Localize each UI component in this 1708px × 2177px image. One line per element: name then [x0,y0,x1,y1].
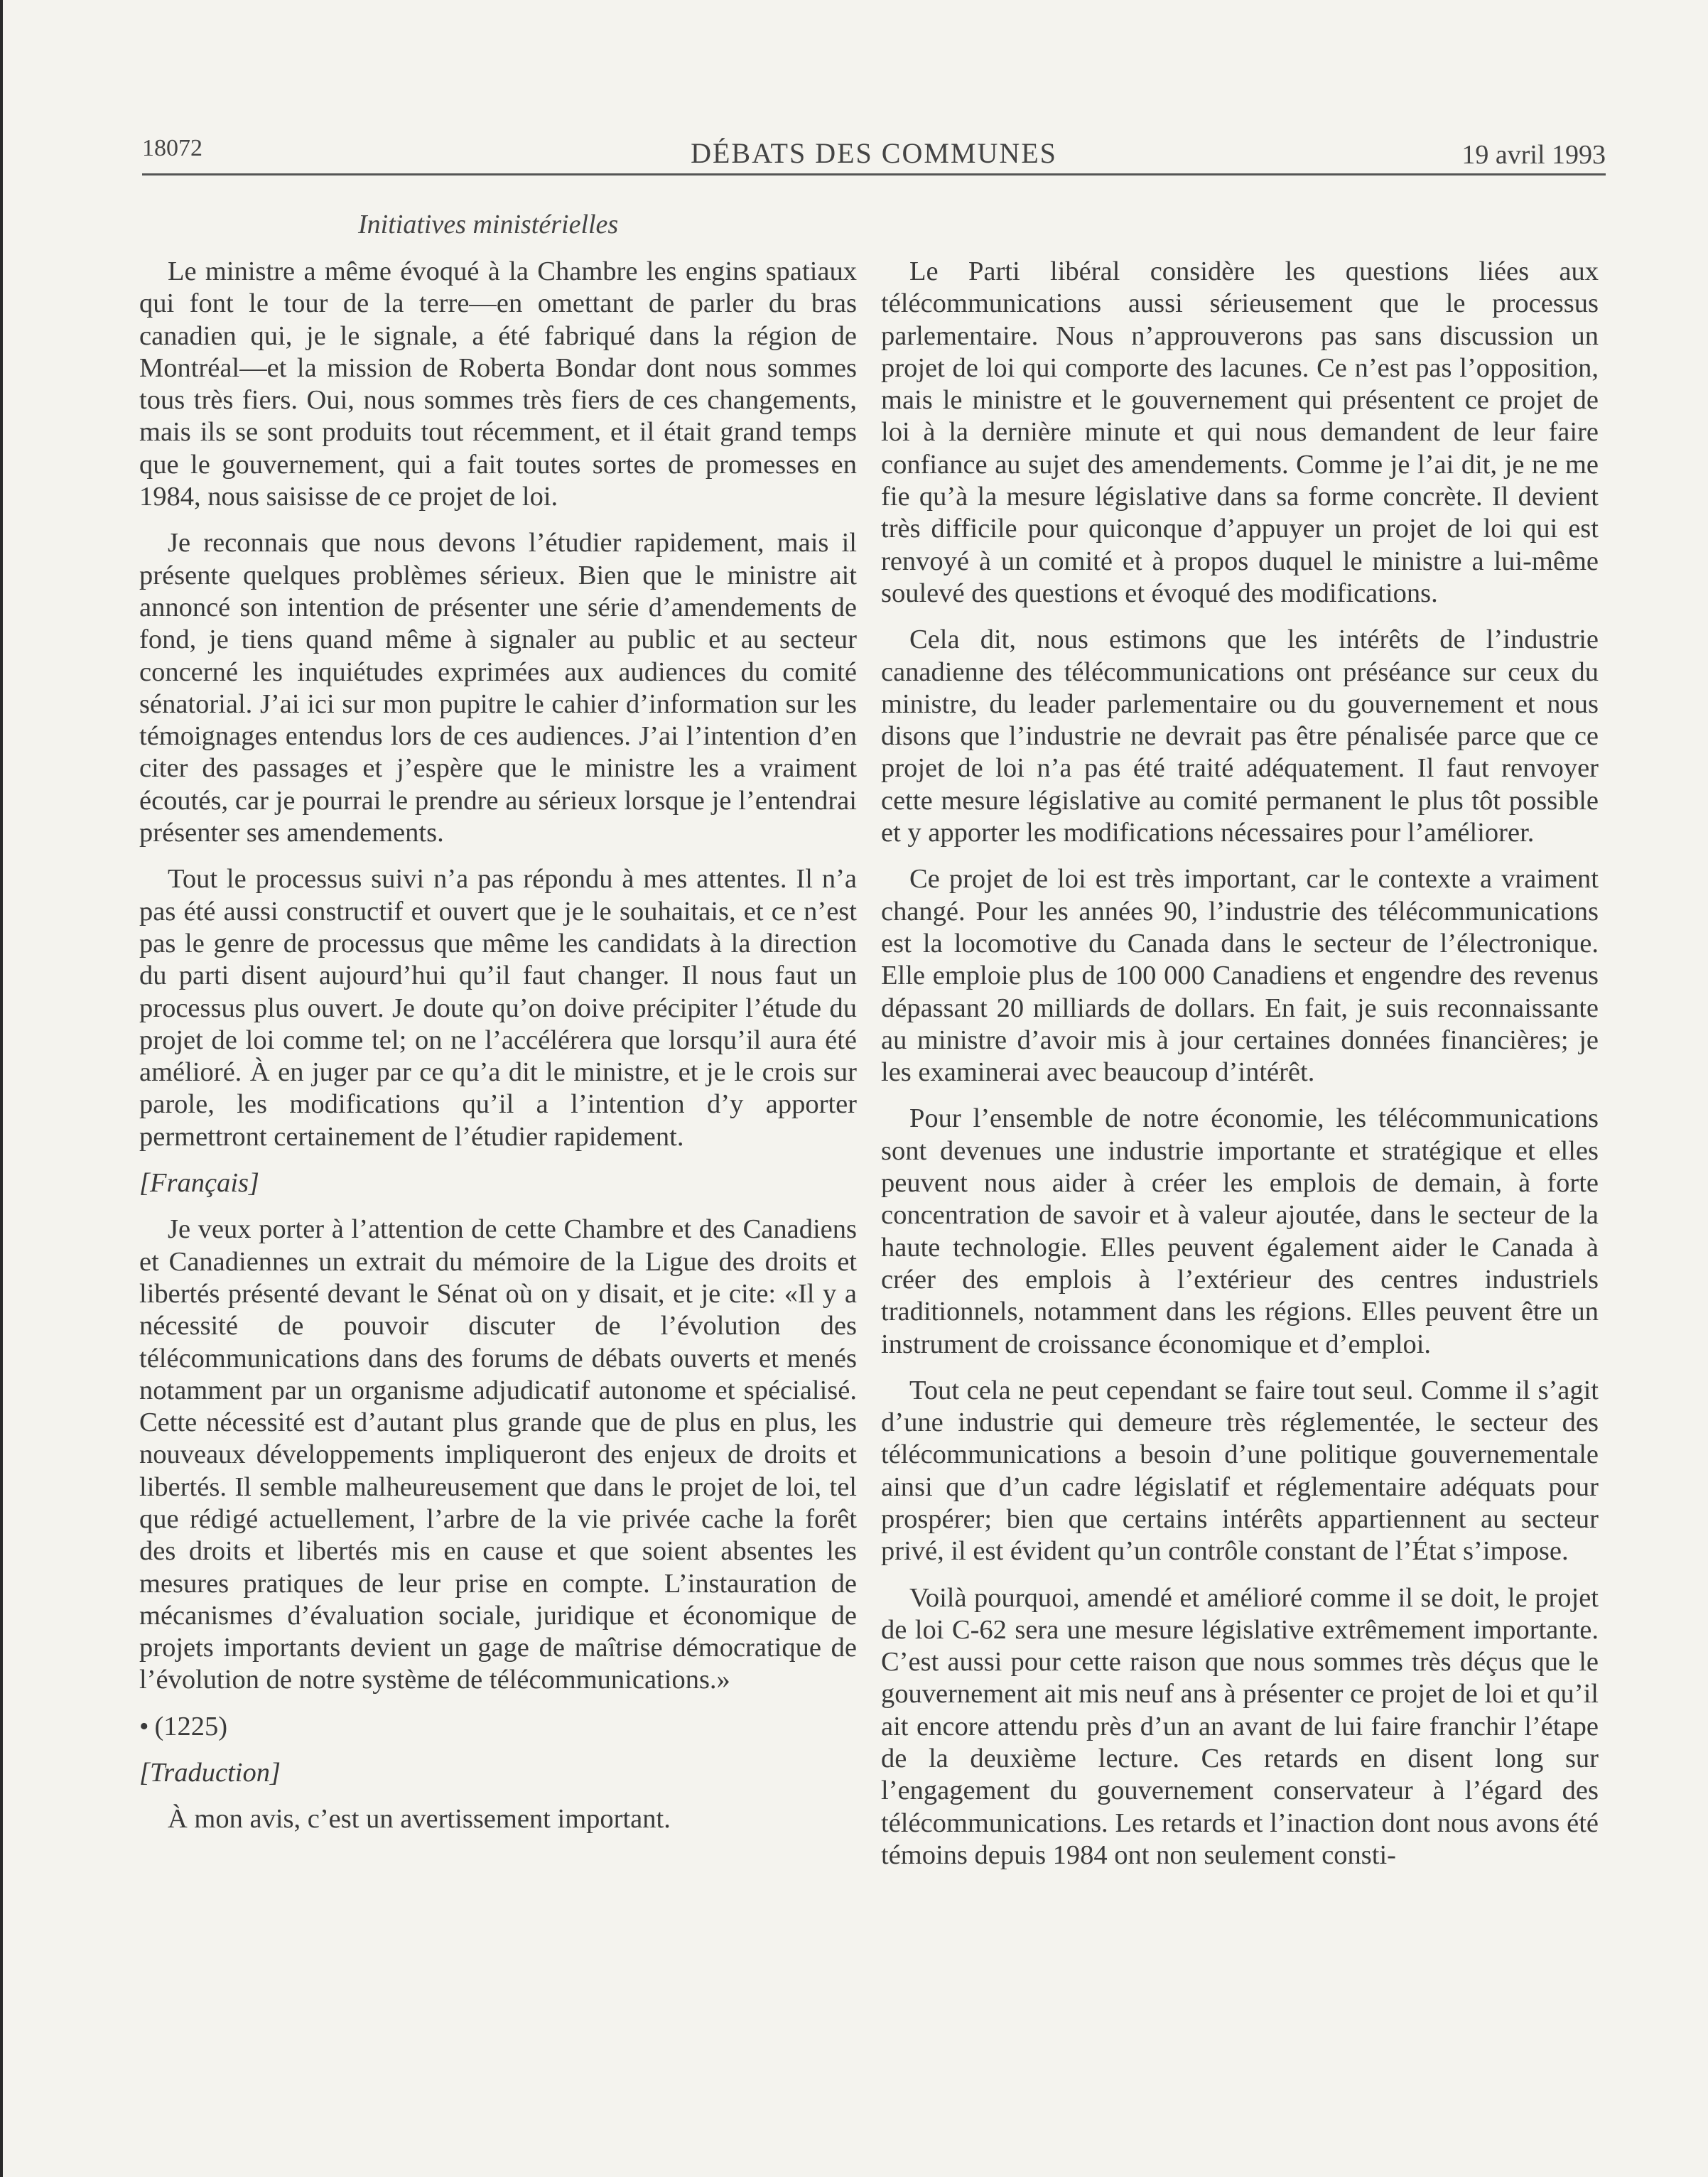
publication-title: DÉBATS DES COMMUNES [691,137,1057,169]
page-number: 18072 [142,135,202,161]
paragraph: Cela dit, nous estimons que les intérêts de l’industrie canadienne des télécommunications ont préséance sur ceux du ministre, du leader parlementaire ou du gouvernement et nous disons que l’industrie ne devrait pas être pénalisée parce que ce projet de loi n’a pas été traité adéquatement. Il faut renvoyer cette mesure législative au comité permanent le plus tôt possible et y apporter les modifications nécessaires pour l’améliorer. [881,625,1599,848]
paragraph: À mon avis, c’est un avertissement important. [168,1804,671,1835]
publication-date: 19 avril 1993 [1461,140,1606,170]
paragraph: Tout cela ne peut cependant se faire tout seul. Comme il s’agit d’une industrie qui demeure très réglementée, le secteur des télécommunications a besoin d’une politique gouvernementale ainsi que d’un cadre législatif et réglementaire adéquats pour prospérer; bien que certains intérêts appartiennent au secteur privé, il est évident qu’un contrôle constant de l’État s’impose. [881,1375,1599,1567]
header-rule [142,173,1606,175]
language-marker: [Traduction] [139,1758,281,1788]
paragraph: Le ministre a même évoqué à la Chambre les engins spatiaux qui font le tour de la terre—en omettant de parler du bras canadien qui, je le signale, a été fabriqué dans la région de Montréal—et la mission de Roberta Bondar dont nous sommes tous très fiers. Oui, nous sommes très fiers de ces changements, mais ils se sont produits tout récemment, et il était grand temps que le gouvernement, qui a fait toutes sortes de promesses en 1984, nous saisisse de ce projet de loi. [139,256,857,512]
right-column [881,256,1599,1886]
paragraph: Ce projet de loi est très important, car le contexte a vraiment changé. Pour les années 90, l’industrie des télécommunications est la locomotive du Canada dans le secteur de l’électronique. Elle emploie plus de 100 000 Canadiens et engendre des revenus dépassant 20 milliards de dollars. En fait, je suis reconnaissante au ministre d’avoir mis à jour certaines données financières; je les examinerai avec beaucoup d’intérêt. [881,864,1599,1088]
paragraph: Pour l’ensemble de notre économie, les télécommunications sont devenues une industrie importante et stratégique et elles peuvent nous aider à créer les emplois de demain, à forte concentration de savoir et à valeur ajoutée, dans le secteur de la haute technologie. Elles peuvent également aider le Canada à créer des emplois à l’extérieur des centres industriels traditionnels, notamment dans les régions. Elles peuvent être un instrument de croissance économique et d’emploi. [881,1103,1599,1359]
timestamp [139,1711,857,1743]
page-edge [0,0,3,2177]
paragraph: Le Parti libéral considère les questions liées aux télécommunications aussi sérieusement que le processus parlementaire. Nous n’approuverons pas sans discussion un projet de loi qui comporte des lacunes. Ce n’est pas l’opposition, mais le ministre et le gouvernement qui présentent ce projet de loi à la dernière minute et qui nous demandent de leur faire confiance au sujet des amendements. Comme je l’ai dit, je ne me fie qu’à la mesure législative dans sa forme concrète. Il devient très difficile pour quiconque d’appuyer un projet de loi qui est renvoyé à un comité et à propos duquel le ministre a lui-même soulevé des questions et évoqué des modifications. [881,256,1599,608]
timestamp-value: (1225) [154,1711,228,1741]
paragraph: Je reconnais que nous devons l’étudier rapidement, mais il présente quelques problèmes sérieux. Bien que le ministre ait annoncé son intention de présenter une série d’amendements de fond, je tiens quand même à signaler au public et au secteur concerné les inquiétudes exprimées aux audiences du comité sénatorial. J’ai ici sur mon pupitre le cahier d’information sur les témoignages entendus lors de ces audiences. J’ai l’intention d’en citer des passages et j’espère que le ministre les a vraiment écoutés, car je pourrai le prendre au sérieux lorsque je l’entendrai présenter ses amendements. [139,528,857,848]
section-heading: Initiatives ministérielles [358,210,619,239]
left-column [139,256,857,1836]
paragraph: Je veux porter à l’attention de cette Chambre et des Canadiens et Canadiennes un extrait du mémoire de la Ligue des droits et libertés présenté devant le Sénat où on y disait, et je cite: «Il y a nécessité de pouvoir discuter de l’évolution des télécommunications dans des forums de débats ouverts et menés notamment par un organisme adjudicatif autonome et spécialisé. Cette nécessité est d’autant plus grande que de plus en plus, les nouveaux développements impliqueront des enjeux de droits et libertés. Il semble malheureusement que dans le projet de loi, tel que rédigé actuellement, l’arbre de la vie privée cache la forêt des droits et libertés mis en cause et que soient absentes les mesures pratiques de leur prise en compte. L’instauration de mécanismes d’évaluation sociale, juridique et économique de projets importants devient un gage de maîtrise démocratique de l’évolution de notre système de télécommunications.» [139,1214,857,1695]
page-header [142,128,1606,173]
language-marker: [Français] [139,1168,259,1199]
bullet-icon: • [139,1711,149,1741]
paragraph: Voilà pourquoi, amendé et amélioré comme il se doit, le projet de loi C-62 sera une mesure législative extrêmement importante. C’est aussi pour cette raison que nous sommes très déçus que le gouvernement ait mis neuf ans à présenter ce projet de loi et qu’il ait encore attendu près d’un an avant de lui faire franchir l’étape de la deuxième lecture. Ces retards en disent long sur l’engagement du gouvernement conservateur à l’égard des télécommunications. Les retards et l’inaction dont nous avons été témoins depuis 1984 ont non seulement consti- [881,1582,1599,1870]
paragraph: Tout le processus suivi n’a pas répondu à mes attentes. Il n’a pas été aussi constructif et ouvert que je le souhaitais, et ce n’est pas le genre de processus que même les candidats à la direction du parti disent aujourd’hui qu’il faut changer. Il nous faut un processus plus ouvert. Je doute qu’on doive précipiter l’étude du projet de loi comme tel; on ne l’accélérera que lorsqu’il aura été amélioré. À en juger par ce qu’a dit le ministre, et je le crois sur parole, les modifications qu’il a l’intention d’y apporter permettront certainement de l’étudier rapidement. [139,864,857,1152]
